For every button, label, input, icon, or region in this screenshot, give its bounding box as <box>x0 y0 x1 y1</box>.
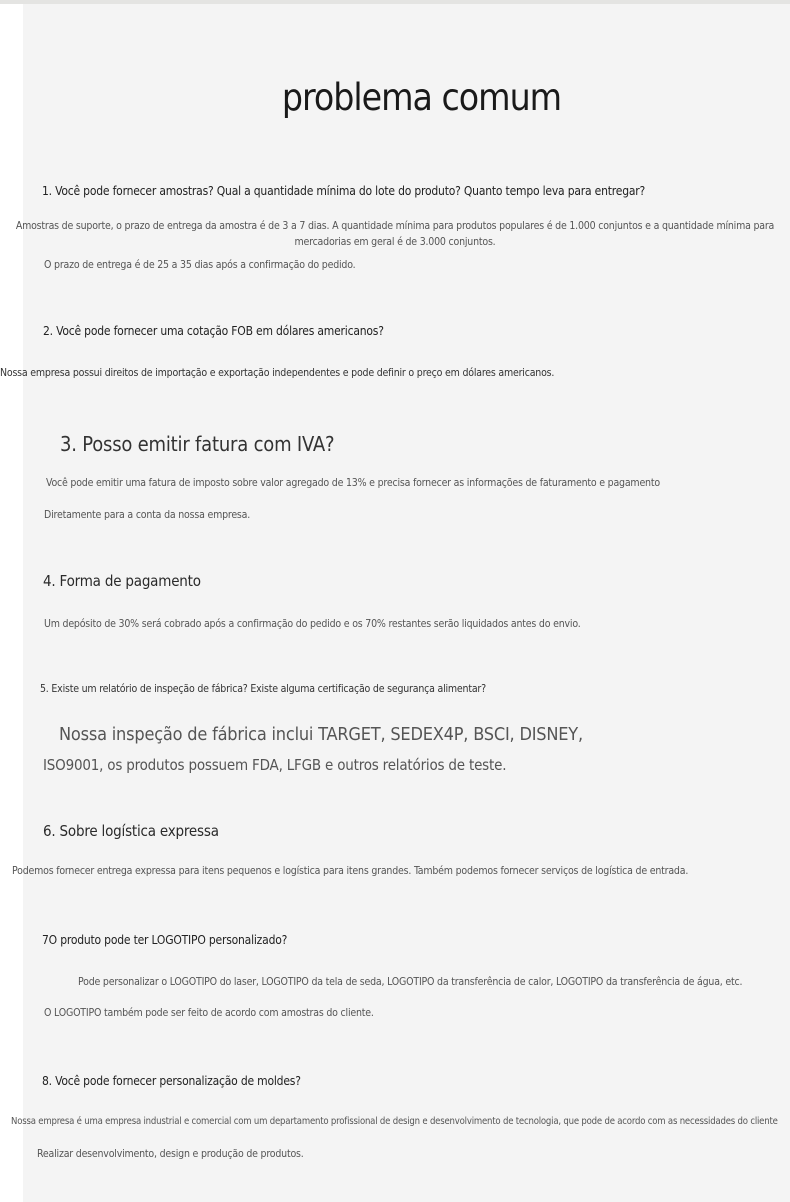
faq-answer-6: Podemos fornecer entrega expressa para itens pequenos e logística para itens grandes. Também podemos fornecer serviços de logística de entrada. <box>12 865 689 877</box>
faq-answer-4: Um depósito de 30% será cobrado após a confirmação do pedido e os 70% restantes serão liquidados antes do envio. <box>44 618 581 630</box>
faq-answer-1-line-1: Amostras de suporte, o prazo de entrega da amostra é de 3 a 7 dias. A quantidade mínima para produtos populares é de 1.000 conjuntos e a quantidade mínima para mercadorias em geral é de 3.000 conjuntos. <box>15 220 775 248</box>
faq-question-3: 3. Posso emitir fatura com IVA? <box>60 432 335 456</box>
faq-question-7: 7O produto pode ter LOGOTIPO personalizado? <box>42 933 288 947</box>
faq-answer-2: Nossa empresa possui direitos de importação e exportação independentes e pode definir o preço em dólares americanos. <box>0 367 555 379</box>
faq-answer-7-line-2: O LOGOTIPO também pode ser feito de acordo com amostras do cliente. <box>44 1007 374 1019</box>
faq-question-1: 1. Você pode fornecer amostras? Qual a quantidade mínima do lote do produto? Quanto tempo leva para entregar? <box>42 184 646 198</box>
faq-answer-8-line-1: Nossa empresa é uma empresa industrial e comercial com um departamento profissional de design e desenvolvimento de tecnologia, que pode de acordo com as necessidades do cliente <box>11 1116 778 1127</box>
faq-question-6: 6. Sobre logística expressa <box>43 822 219 840</box>
faq-question-2: 2. Você pode fornecer uma cotação FOB em dólares americanos? <box>43 324 384 338</box>
faq-answer-5-line-1: Nossa inspeção de fábrica inclui TARGET, SEDEX4P, BSCI, DISNEY, <box>59 724 583 745</box>
faq-answer-3-line-1: Você pode emitir uma fatura de imposto sobre valor agregado de 13% e precisa fornecer as informações de faturamento e pagamento <box>46 477 660 489</box>
faq-question-5: 5. Existe um relatório de inspeção de fábrica? Existe alguma certificação de segurança alimentar? <box>40 683 486 695</box>
faq-answer-5-line-2: ISO9001, os produtos possuem FDA, LFGB e outros relatórios de teste. <box>43 756 507 774</box>
page-title: problema comum <box>281 76 562 119</box>
faq-question-8: 8. Você pode fornecer personalização de moldes? <box>42 1074 301 1088</box>
faq-question-4: 4. Forma de pagamento <box>43 572 201 590</box>
faq-answer-1-line-2: O prazo de entrega é de 25 a 35 dias após a confirmação do pedido. <box>44 259 356 271</box>
faq-answer-8-line-2: Realizar desenvolvimento, design e produção de produtos. <box>37 1148 304 1160</box>
faq-answer-7-line-1: Pode personalizar o LOGOTIPO do laser, LOGOTIPO da tela de seda, LOGOTIPO da transferência de calor, LOGOTIPO da transferência de água, etc. <box>78 976 743 988</box>
faq-answer-3-line-2: Diretamente para a conta da nossa empresa. <box>44 509 251 521</box>
